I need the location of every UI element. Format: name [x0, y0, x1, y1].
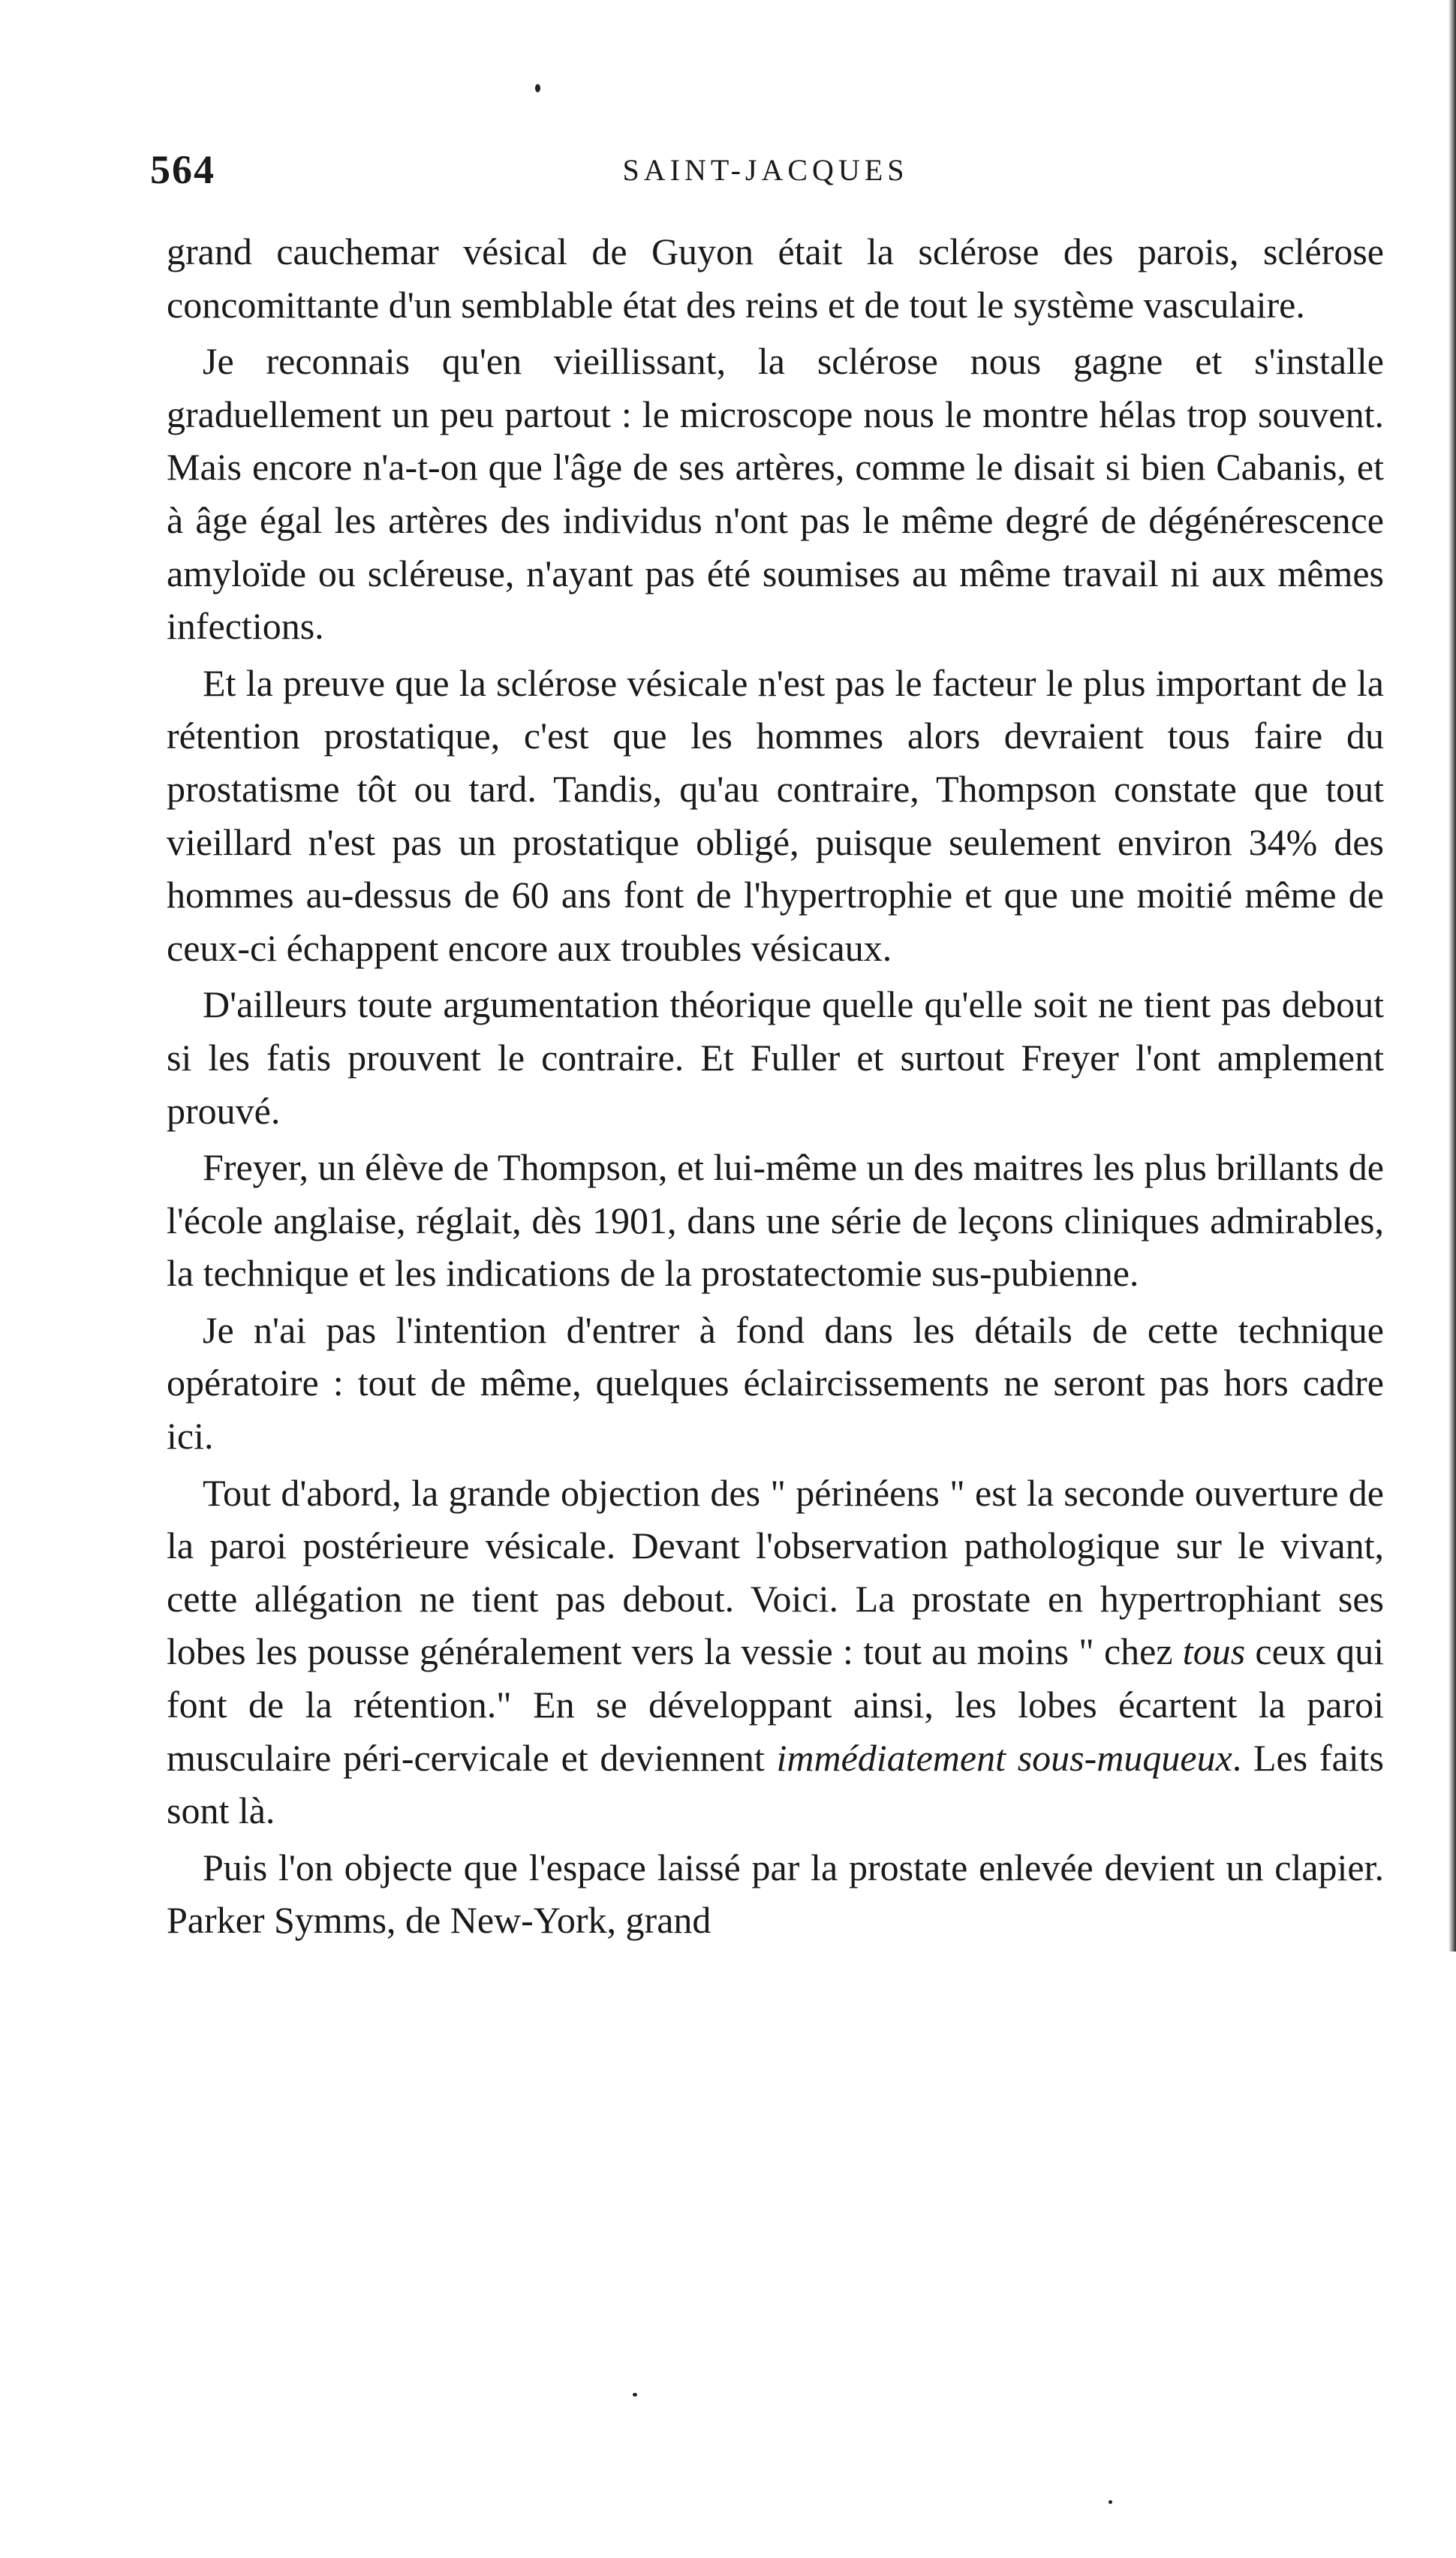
scan-speck	[633, 2393, 637, 2397]
paragraph-text: Freyer, un élève de Thompson, et lui-même un des maitres les plus brillants de l'école anglaise, réglait, dès 1901, dans une série de leçons cliniques admirables, la technique et les indications de la prostatectomie sus-pubienne.	[167, 1146, 1384, 1295]
page-header	[150, 146, 1381, 199]
paragraph	[167, 335, 1384, 653]
paragraph	[167, 1304, 1384, 1463]
body-text	[167, 225, 1384, 1951]
paragraph-text: D'ailleurs toute argumentation théorique quelle qu'elle soit ne tient pas debout si les fatis prouvent le contraire. Et Fuller et surtout Freyer l'ont amplement prouvé.	[167, 983, 1384, 1132]
running-head: SAINT-JACQUES	[622, 153, 909, 187]
paragraph-text: Je reconnais qu'en vieillissant, la sclérose nous gagne et s'installe graduellement un peu partout : le microscope nous le montre hélas trop souvent. Mais encore n'a-t-on que l'âge de ses artères, comme le disait si bien Cabanis, et à âge égal les artères des individus n'ont pas le même degré de dégénérescence amyloïde ou scléreuse, n'ayant pas été soumises au même travail ni aux mêmes infections.	[167, 340, 1384, 648]
paragraph	[167, 1841, 1384, 1947]
page-number: 564	[150, 147, 215, 192]
paragraph	[167, 1141, 1384, 1300]
scan-speck	[535, 84, 540, 92]
paragraph-text: Et la preuve que la sclérose vésicale n'est pas le facteur le plus important de la rétention prostatique, c'est que les hommes alors devraient tous faire du prostatisme tôt ou tard. Tandis, qu'au contraire, Thompson constate que tout vieillard n'est pas un prostatique obligé, puisque seulement environ 34% des hommes au-dessus de 60 ans font de l'hypertrophie et que une moitié même de ceux-ci échappent encore aux troubles vésicaux.	[167, 661, 1384, 969]
paragraph	[167, 225, 1384, 331]
paragraph-text: . Les faits sont là.	[167, 1736, 1384, 1832]
italic-text: tous	[1182, 1630, 1246, 1673]
paragraph-text: Puis l'on objecte que l'espace laissé par la prostate enlevée devient un clapier. Parker Symms, de New-York, grand	[167, 1846, 1384, 1942]
paragraph-text: Tout d'abord, la grande objection des " périnéens " est la seconde ouverture de la paroi postérieure vésicale. Devant l'observation pathologique sur le vivant, cette allégation ne tient pas debout. Voici. La prostate en hypertrophiant ses lobes les pousse généralement vers la vessie : tout au moins " chez	[167, 1471, 1384, 1673]
scan-edge-shadow	[1448, 0, 1456, 1952]
paragraph-text: grand cauchemar vésical de Guyon était la sclérose des parois, sclérose concomittante d'un semblable état des reins et de tout le système vasculaire.	[167, 230, 1384, 326]
paragraph	[167, 978, 1384, 1137]
paragraph	[167, 657, 1384, 975]
italic-text: immédiatement sous-muqueux	[776, 1736, 1232, 1779]
paragraph-text: Je n'ai pas l'intention d'entrer à fond dans les détails de cette technique opératoire : tout de même, quelques éclaircissements ne seront pas hors cadre ici.	[167, 1308, 1384, 1458]
scan-speck	[1109, 2500, 1112, 2504]
paragraph	[167, 1467, 1384, 1837]
paragraph-text: ceux qui font de la rétention." En se développant ainsi, les lobes écartent la paroi musculaire péri-cervicale et deviennent	[167, 1630, 1384, 1779]
